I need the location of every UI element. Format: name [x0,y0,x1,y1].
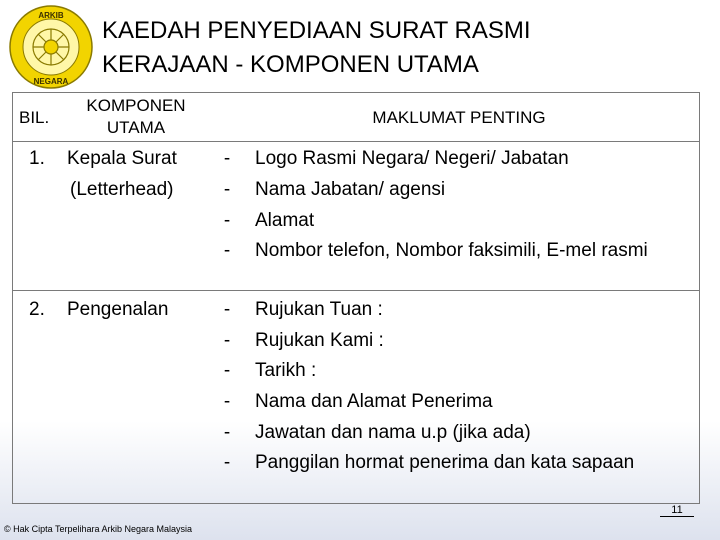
row-2-dash: - [223,422,231,443]
header-divider [13,141,699,142]
row-1-item: Logo Rasmi Negara/ Negeri/ Jabatan [255,148,569,169]
row-2-item: Rujukan Kami : [255,330,384,351]
row-1-dash: - [223,179,231,200]
logo-text-top: ARKIB [38,11,64,20]
page-number: 11 [660,504,694,517]
header-komponen [73,95,199,139]
row-2-dash: - [223,360,231,381]
row-1-komponen-line2: (Letterhead) [70,179,174,200]
row-1-dash: - [223,210,231,231]
row-2-num: 2. [29,299,45,320]
row-2-dash: - [223,391,231,412]
row-2-komponen-line1: Pengenalan [67,299,169,320]
row-2-item: Nama dan Alamat Penerima [255,391,493,412]
row-1-item: Nama Jabatan/ agensi [255,179,446,200]
row-2-item: Panggilan hormat penerima dan kata sapaan [255,452,635,473]
title-line-1: KAEDAH PENYEDIAAN SURAT RASMI [102,17,531,44]
arkib-negara-emblem-icon [8,4,94,90]
row-2-dash: - [223,452,231,473]
row-1-dash: - [223,148,231,169]
row-2-dash: - [223,330,231,351]
komponen-table [12,92,700,504]
header-bil: BIL. [19,108,50,127]
header-komponen-line2: UTAMA [106,118,166,137]
row-1-item: Nombor telefon, Nombor faksimili, E-mel rasmi [255,240,648,261]
row-divider [13,290,699,291]
copyright-footer: © Hak Cipta Terpelihara Arkib Negara Malaysia [4,524,193,534]
row-2-item: Tarikh : [255,360,317,381]
title-line-2: KERAJAAN - KOMPONEN UTAMA [102,51,479,78]
header-maklumat: MAKLUMAT PENTING [372,108,546,127]
row-1-num: 1. [29,148,45,169]
row-1-dash: - [223,240,231,261]
row-1-komponen-line1: Kepala Surat [67,148,177,169]
header-komponen-line1: KOMPONEN [86,96,186,115]
row-1-item: Alamat [255,210,315,231]
page-title [102,14,702,82]
row-2-item: Rujukan Tuan : [255,299,383,320]
row-2-dash: - [223,299,231,320]
row-2-item: Jawatan dan nama u.p (jika ada) [255,422,531,443]
logo-text-bottom: NEGARA [33,77,69,86]
